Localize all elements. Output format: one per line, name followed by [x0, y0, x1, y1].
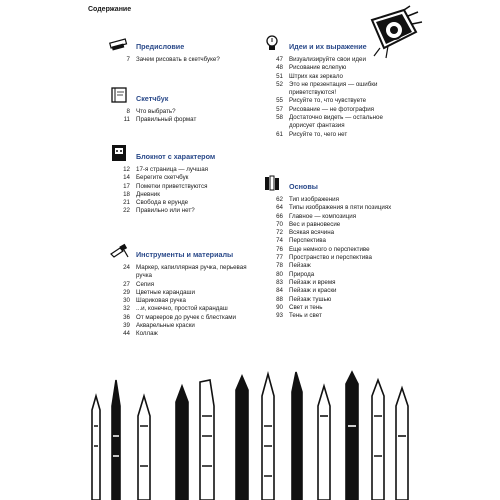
pen-drawing	[92, 396, 100, 500]
section-title: Инструменты и материалы	[136, 250, 234, 259]
notebook-icon	[108, 144, 130, 162]
section-title: Предисловие	[136, 42, 185, 51]
paint-tubes-icon	[261, 174, 283, 192]
light-bulb-icon	[261, 34, 283, 52]
pen-drawing	[372, 380, 384, 500]
pen-drawing	[236, 376, 248, 500]
sketchbook-icon	[108, 86, 130, 104]
pen-drawing	[262, 374, 274, 500]
section-title: Скетчбук	[136, 94, 169, 103]
pencil-drawing	[318, 386, 330, 500]
page-title: Содержание	[88, 6, 132, 13]
section-title: Основы	[289, 182, 318, 191]
pencil-eraser-icon	[108, 34, 130, 52]
pen-drawing	[138, 396, 150, 500]
pens-and-pencils-illustration	[0, 366, 500, 500]
pen-drawing	[112, 380, 120, 500]
brush-drawing	[292, 372, 302, 500]
tools-icon	[108, 242, 130, 260]
pen-drawing	[176, 386, 188, 500]
section-title: Идеи и их выражение	[289, 42, 367, 51]
pencil-sharpener-icon	[364, 4, 424, 60]
pen-drawing	[346, 372, 358, 500]
pen-drawing	[200, 380, 214, 500]
section-title: Блокнот с характером	[136, 152, 216, 161]
pen-drawing	[396, 388, 408, 500]
